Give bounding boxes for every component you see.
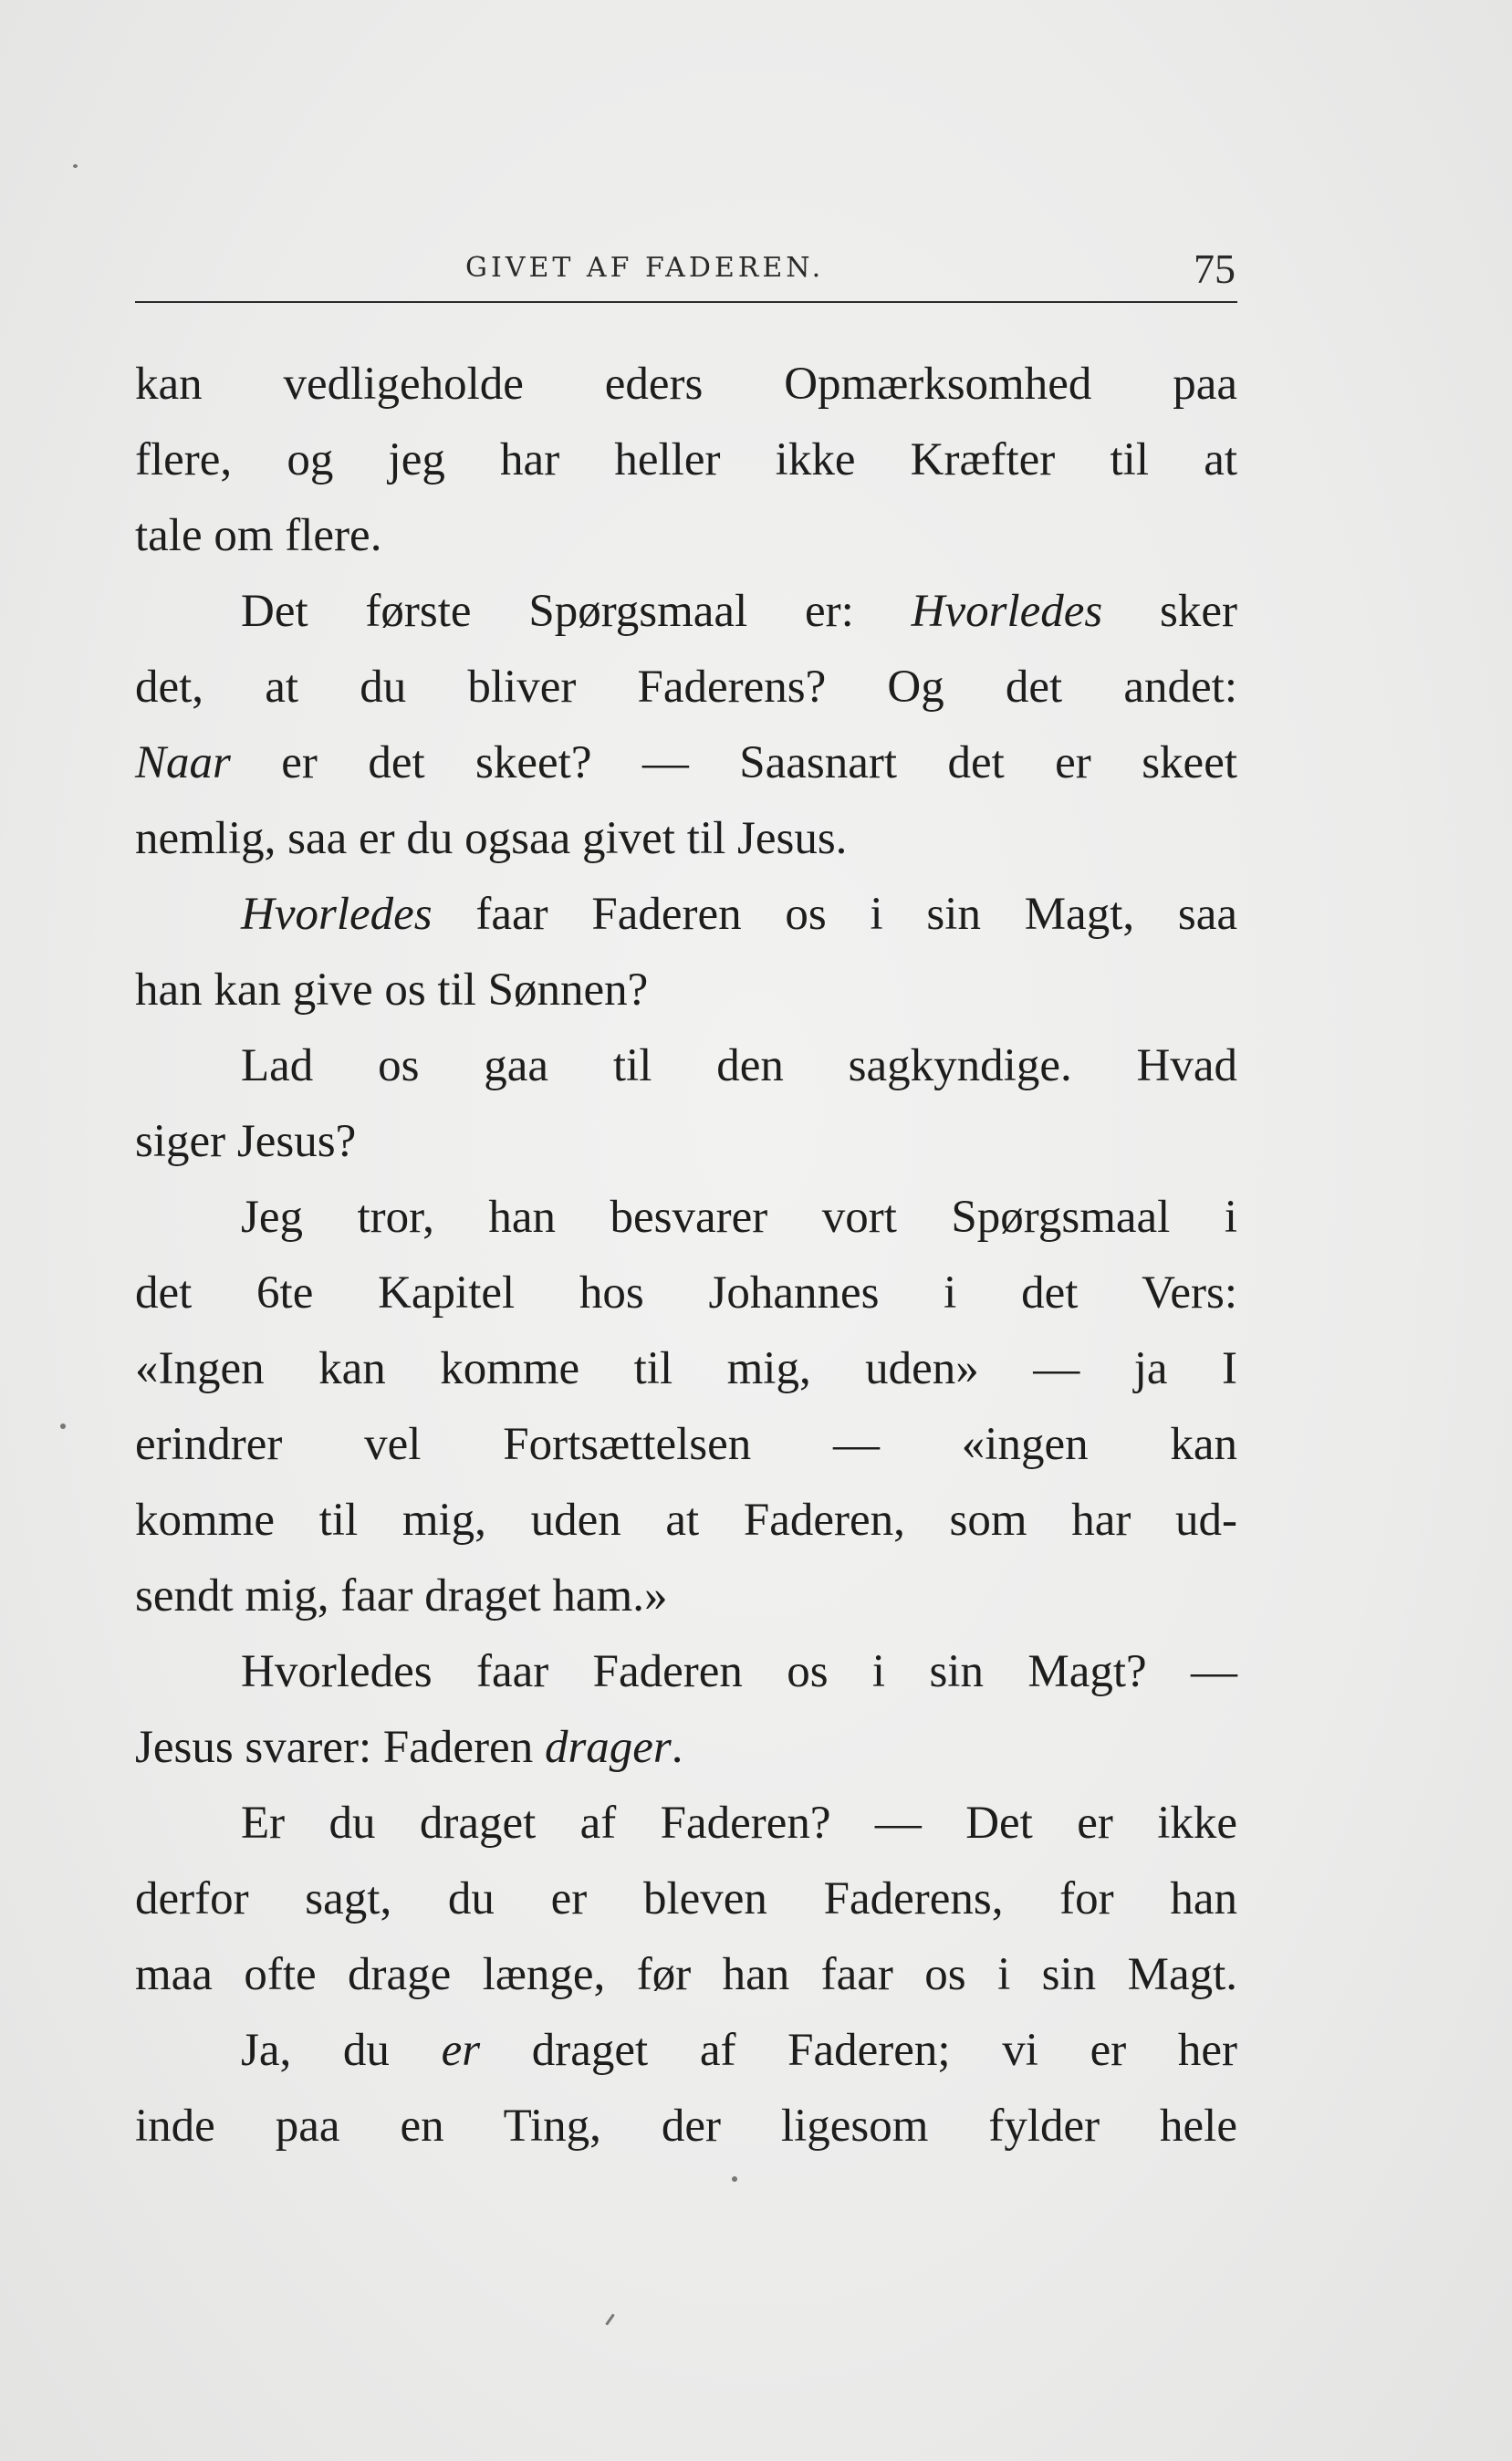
text-line: erindrer vel Fortsættelsen — «ingen kan [135, 1419, 1237, 1470]
italic-word: er [441, 2025, 481, 2076]
paper-speck [732, 2176, 737, 2182]
text-line: komme til mig, uden at Faderen, som har ud- [135, 1495, 1237, 1546]
page-number: 75 [1194, 245, 1236, 292]
text-line: flere, og jeg har heller ikke Kræfter til at [135, 434, 1237, 485]
text-line: det 6te Kapitel hos Johannes i det Vers: [135, 1267, 1237, 1319]
running-head [135, 246, 1237, 303]
text-line: det, at du bliver Faderens? Og det andet: [135, 662, 1237, 713]
body-text [135, 347, 1237, 2164]
italic-word: drager [544, 1722, 672, 1773]
text-line: tale om flere. [135, 510, 382, 561]
text-line: han kan give os til Sønnen? [135, 965, 649, 1016]
text-line: kan vedligeholde eders Opmærksomhed paa [135, 359, 1237, 410]
text-line: «Ingen kan komme til mig, uden» — ja I [135, 1343, 1237, 1394]
text-line: Hvorledes faar Faderen os i sin Magt, saa [241, 889, 1237, 940]
text-line: maa ofte drage længe, før han faar os i sin Magt. [135, 1949, 1237, 2000]
text-line: derfor sagt, du er bleven Faderens, for han [135, 1873, 1237, 1924]
text-line: sendt mig, faar draget ham.» [135, 1570, 668, 1622]
paper-speck [60, 1423, 66, 1429]
paper-speck [73, 164, 78, 168]
paper-speck [605, 2313, 614, 2325]
italic-word: Naar [135, 737, 231, 788]
text-line: Naar er det skeet? — Saasnart det er skeet [135, 737, 1237, 788]
text-line: Er du draget af Faderen? — Det er ikke [241, 1798, 1237, 1849]
text-line: Hvorledes faar Faderen os i sin Magt? — [241, 1646, 1237, 1697]
italic-word: Hvorledes [911, 586, 1103, 637]
text-line: nemlig, saa er du ogsaa givet til Jesus. [135, 813, 848, 864]
text-line: Ja, du er draget af Faderen; vi er her [241, 2025, 1237, 2076]
text-line: Lad os gaa til den sagkyndige. Hvad [241, 1040, 1237, 1091]
text-line: Jeg tror, han besvarer vort Spørgsmaal i [241, 1192, 1237, 1243]
text-line: siger Jesus? [135, 1116, 357, 1167]
running-title: GIVET AF FADEREN. [465, 252, 825, 284]
text-line: Jesus svarer: Faderen drager. [135, 1722, 683, 1773]
text-line: Det første Spørgsmaal er: Hvorledes sker [241, 586, 1237, 637]
text-line: inde paa en Ting, der ligesom fylder hele [135, 2101, 1237, 2152]
italic-word: Hvorledes [241, 889, 433, 940]
